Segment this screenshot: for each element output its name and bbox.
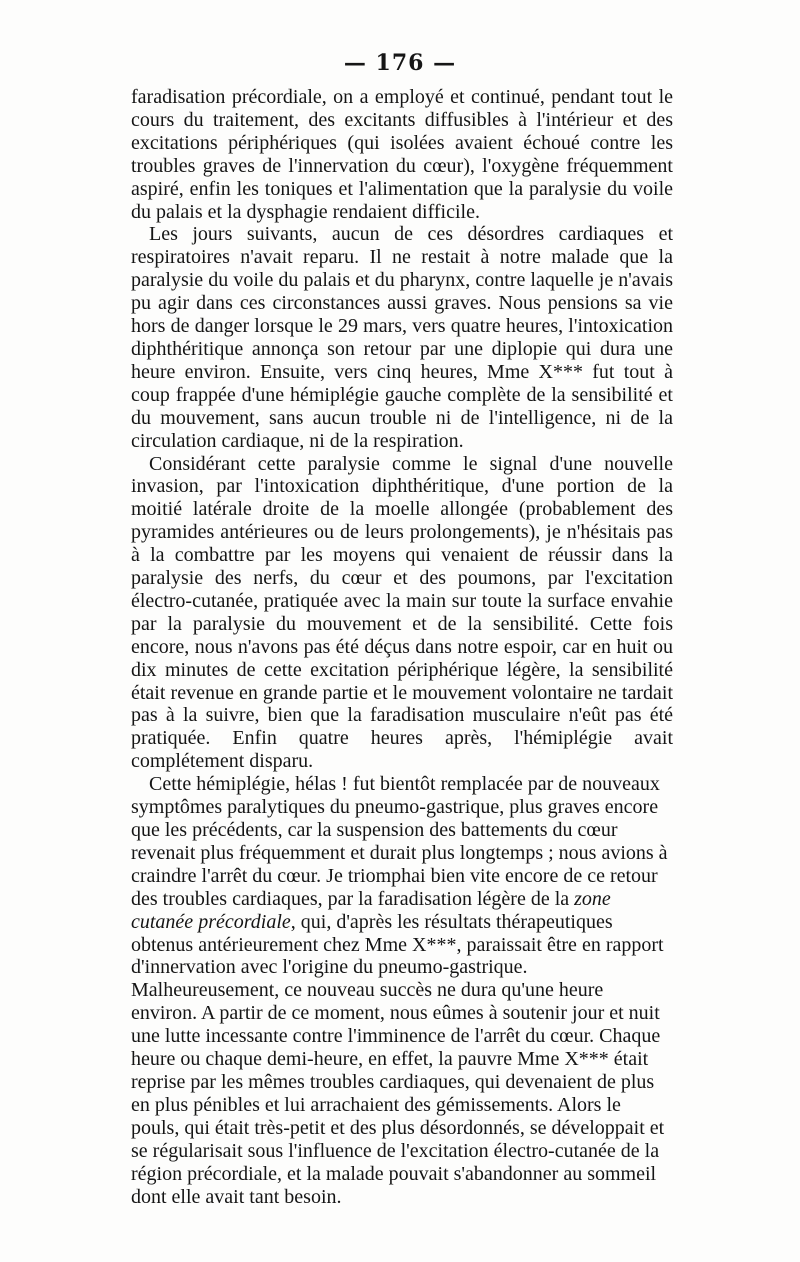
paragraph-2: Les jours suivants, aucun de ces désordres cardiaques et respiratoires n'avait reparu. Il ne restait à notre malade que la paralysie du voile du palais et du pharynx, contre laquelle je n'avais pu agir dans ces circonstances aussi graves. Nous pensions sa vie hors de danger lorsque le 29 mars, vers quatre heures, l'intoxication diphthéritique annonça son retour par une diplopie qui dura une heure environ. Ensuite, vers cinq heures, Mme X*** fut tout à coup frappée d'une hémiplégie gauche complète de la sensibilité et du mouvement, sans aucun trouble ni de l'intelligence, ni de la circulation cardiaque, ni de la respiration. [131,223,673,452]
paragraph-4-text-end: , qui, d'après les résultats thérapeutiques obtenus antérieurement chez Mme X***, paraissait être en rapport d'innervation avec l'origine du pneumo-gastrique. Malheureusement, ce nouveau succès ne dura qu'une heure environ. A partir de ce moment, nous eûmes à soutenir jour et nuit une lutte incessante contre l'imminence de l'arrêt du cœur. Chaque heure ou chaque demi-heure, en effet, la pauvre Mme X*** était reprise par les mêmes troubles cardiaques, qui devenaient de plus en plus pénibles et lui arrachaient des gémissements. Alors le pouls, qui était très-petit et des plus désordonnés, se développait et se régularisait sous l'influence de l'excitation électro-cutanée de la région précordiale, et la malade pouvait s'abandonner au sommeil dont elle avait tant besoin. [131,910,665,1208]
paragraph-1: faradisation précordiale, on a employé et continué, pendant tout le cours du traitement, des excitants diffusibles à l'intérieur et des excitations périphériques (qui isolées avaient échoué contre les troubles graves de l'innervation du cœur), l'oxygène fréquemment aspiré, enfin les toniques et l'alimentation que la paralysie du voile du palais et la dysphagie rendaient difficile. [131,86,673,223]
paragraph-4-italic-term: zone cutanée précordiale [131,887,611,933]
paragraph-4 [131,773,673,1208]
body-text [131,86,673,1208]
paragraph-4-text-start: Cette hémiplégie, hélas ! fut bientôt remplacée par de nouveaux symptômes paralytiques du pneumo-gastrique, plus graves encore que les précédents, car la suspension des battements du cœur revenait plus fréquemment et durait plus longtemps ; nous avions à craindre l'arrêt du cœur. Je triomphai bien vite encore de ce retour des troubles cardiaques, par la faradisation légère de la [131,773,668,910]
paragraph-3: Considérant cette paralysie comme le signal d'une nouvelle invasion, par l'intoxication diphthéritique, d'une portion de la moitié latérale droite de la moelle allongée (probablement des pyramides antérieures ou de leurs prolongements), je n'hésitais pas à la combattre par les moyens qui venaient de réussir dans la paralysie des nerfs, du cœur et des poumons, par l'excitation électro-cutanée, pratiquée avec la main sur toute la surface envahie par la paralysie du mouvement et de la sensibilité. Cette fois encore, nous n'avons pas été déçus dans notre espoir, car en huit ou dix minutes de cette excitation périphérique légère, la sensibilité était revenue en grande partie et le mouvement volontaire ne tardait pas à la suivre, bien que la faradisation musculaire n'eût pas été pratiquée. Enfin quatre heures après, l'hémiplégie avait complétement disparu. [131,452,673,773]
page-number: — 176 — [343,50,457,76]
